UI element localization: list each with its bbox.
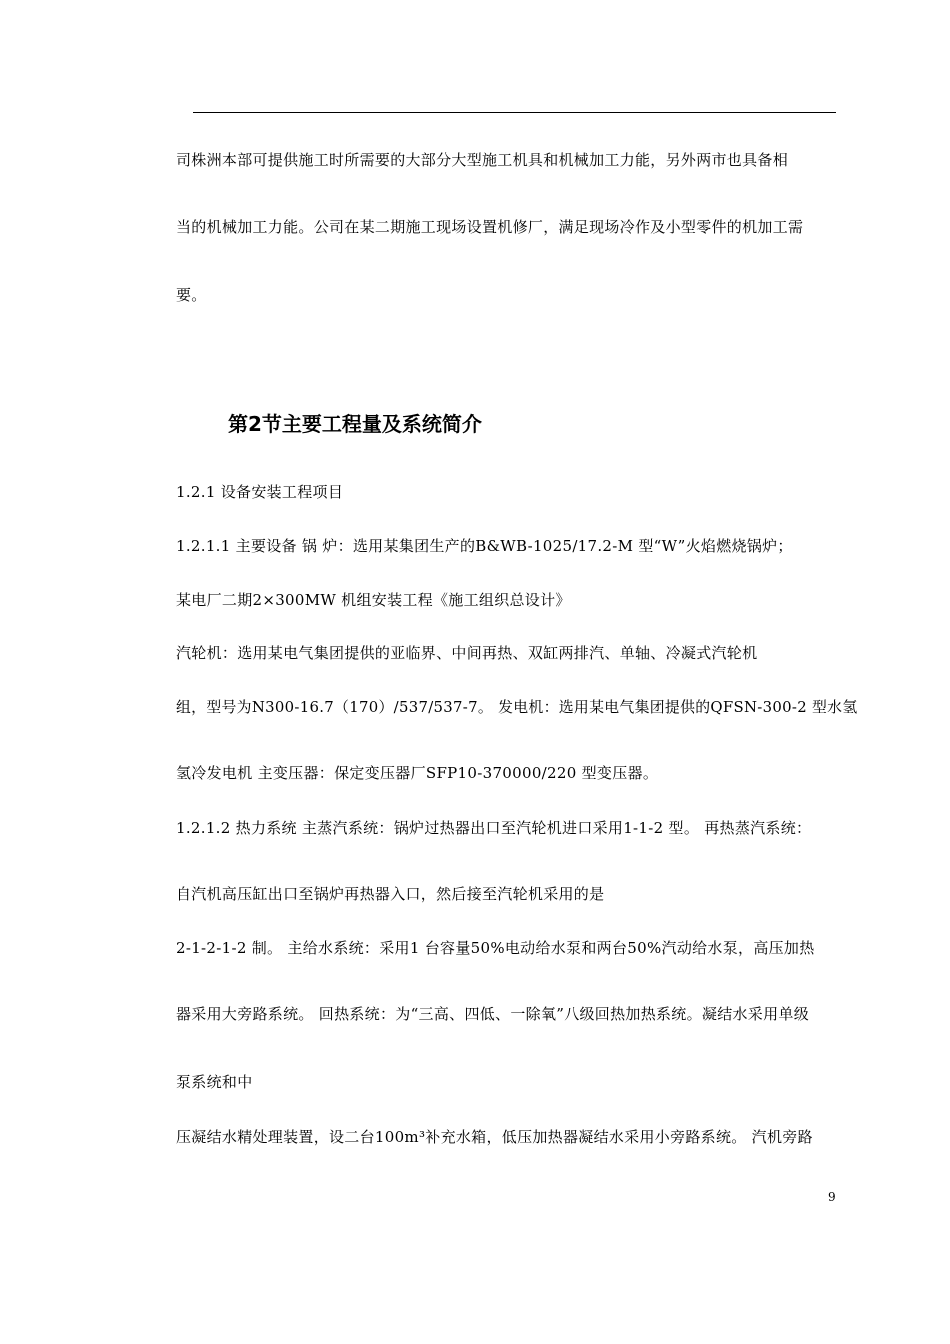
subsection-title: 1.2.1 设备安装工程项目 <box>176 483 344 501</box>
paragraph-line: 1.2.1.2 热力系统 主蒸汽系统：锅炉过热器出口至汽轮机进口采用1-1-2 型。 再热蒸汽系统： <box>176 819 812 837</box>
section-heading: 第2节主要工程量及系统简介 <box>228 412 482 436</box>
paragraph-line: 氢冷发电机 主变压器：保定变压器厂SFP10-370000/220 型变压器。 <box>176 764 659 782</box>
page-number: 9 <box>828 1190 836 1204</box>
paragraph-line: 2-1-2-1-2 制。 主给水系统：采用1 台容量50%电动给水泵和两台50%汽动给水泵，高压加热 <box>176 939 815 957</box>
paragraph-line: 某电厂二期2×300MW 机组安装工程《施工组织总设计》 <box>176 591 571 609</box>
paragraph-line: 汽轮机：选用某电气集团提供的亚临界、中间再热、双缸两排汽、单轴、冷凝式汽轮机 <box>176 644 758 662</box>
paragraph-line: 组，型号为N300-16.7（170）/537/537-7。 发电机：选用某电气集团提供的QFSN-300-2 型水氢 <box>176 698 858 716</box>
header-rule <box>193 112 836 113</box>
paragraph-line: 当的机械加工力能。公司在某二期施工现场设置机修厂，满足现场冷作及小型零件的机加工需 <box>176 218 804 236</box>
paragraph-line: 1.2.1.1 主要设备 锅 炉：选用某集团生产的B&WB-1025/17.2-M 型“W”火焰燃烧锅炉； <box>176 537 793 555</box>
paragraph-line: 要。 <box>176 286 207 304</box>
paragraph-line: 器采用大旁路系统。 回热系统：为“三高、四低、一除氧”八级回热加热系统。凝结水采用单级 <box>176 1005 810 1023</box>
paragraph-line: 泵系统和中 <box>176 1073 253 1091</box>
paragraph-line: 压凝结水精处理装置，设二台100m³补充水箱，低压加热器凝结水采用小旁路系统。 汽机旁路 <box>176 1128 813 1146</box>
paragraph-line: 司株洲本部可提供施工时所需要的大部分大型施工机具和机械加工力能，另外两市也具备相 <box>176 151 789 169</box>
paragraph-line: 自汽机高压缸出口至锅炉再热器入口，然后接至汽轮机采用的是 <box>176 885 605 903</box>
